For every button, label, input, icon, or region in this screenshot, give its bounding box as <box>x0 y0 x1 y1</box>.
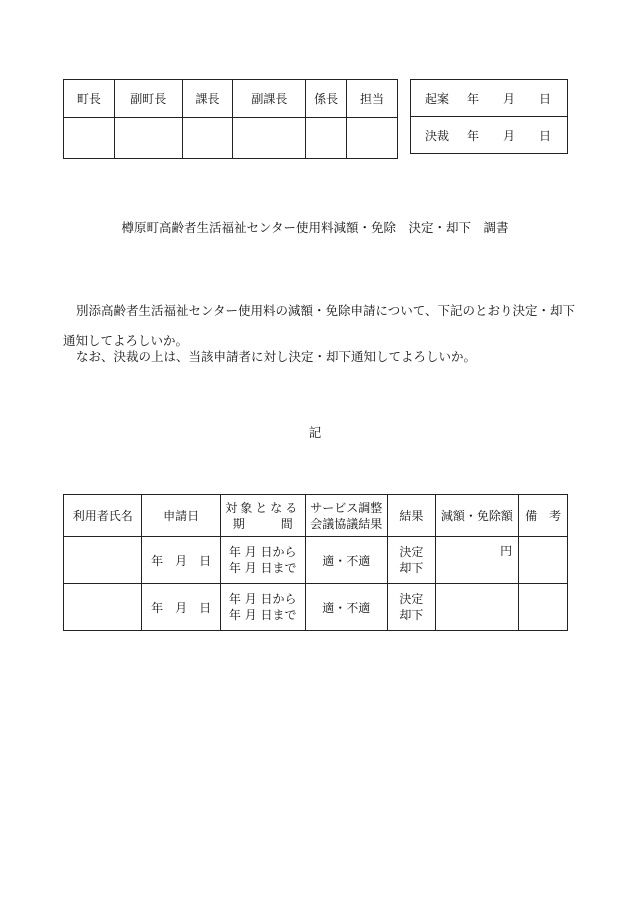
paragraph-notice: なお、決裁の上は、当該申請者に対し決定・却下通知してよろしいか。 <box>76 349 477 364</box>
period-header-line2: 期 間 <box>232 516 293 531</box>
stamp-box-deputy-mayor <box>114 118 182 159</box>
col-header-amount: 減額・免除額 <box>435 495 518 537</box>
draft-year: 年 <box>467 91 480 106</box>
col-header-date: 申請日 <box>142 495 221 537</box>
decision-month: 月 <box>503 128 516 143</box>
cell-name <box>64 537 142 584</box>
stamp-box-section-chief <box>182 118 233 159</box>
cell-amount: 円 <box>435 537 518 584</box>
paragraph-request: 別添高齢者生活福祉センター使用料の減額・免除申請について、下記のとおり決定・却下通知してよろしいか。 <box>63 303 576 348</box>
header-deputy-section-chief: 副課長 <box>233 80 306 118</box>
cell-date: 年 月 日 <box>142 537 221 584</box>
cell-amount <box>435 584 518 631</box>
draft-date-row <box>411 80 568 117</box>
stamp-box-mayor <box>64 118 115 159</box>
cell-result <box>388 584 436 631</box>
draft-month: 月 <box>503 91 516 106</box>
table-row <box>64 584 568 631</box>
period-from: 年 月 日から <box>228 592 297 606</box>
period-to: 年 月 日まで <box>228 561 297 575</box>
col-header-name: 利用者氏名 <box>64 495 142 537</box>
decision-label: 決裁 <box>425 128 450 143</box>
result-decision: 決定 <box>399 545 424 559</box>
decision-day: 日 <box>539 128 552 143</box>
cell-remarks <box>519 537 568 584</box>
period-from: 年 月 日から <box>228 545 297 559</box>
decision-date-row <box>411 117 568 154</box>
cell-service: 適・不適 <box>305 537 387 584</box>
col-header-remarks: 備 考 <box>519 495 568 537</box>
cell-remarks <box>519 584 568 631</box>
cell-date: 年 月 日 <box>142 584 221 631</box>
header-mayor: 町長 <box>64 80 115 118</box>
stamp-box-subsection-chief <box>306 118 347 159</box>
draft-day: 日 <box>539 91 552 106</box>
service-header-line2: 会議協議結果 <box>310 516 383 531</box>
header-section-chief: 課長 <box>182 80 233 118</box>
application-table <box>63 494 568 631</box>
result-rejection: 却下 <box>399 561 424 575</box>
period-header-line1: 対象となる <box>225 500 301 515</box>
result-rejection: 却下 <box>399 608 424 622</box>
draft-label: 起案 <box>425 91 450 106</box>
stamp-box-deputy-section-chief <box>233 118 306 159</box>
document-title: 樽原町高齢者生活福祉センター使用料減額・免除 決定・却下 調書 <box>121 220 509 235</box>
service-header-line1: サービス調整 <box>310 500 383 515</box>
period-to: 年 月 日まで <box>228 608 297 622</box>
col-header-result: 結果 <box>388 495 436 537</box>
ki-heading: 記 <box>308 425 322 440</box>
col-header-period <box>220 495 305 537</box>
header-deputy-mayor: 副町長 <box>114 80 182 118</box>
stamp-box-staff <box>347 118 398 159</box>
cell-period <box>220 584 305 631</box>
result-decision: 決定 <box>399 592 424 606</box>
decision-year: 年 <box>467 128 480 143</box>
cell-period <box>220 537 305 584</box>
approval-stamp-table <box>63 79 398 159</box>
header-staff: 担当 <box>347 80 398 118</box>
table-row <box>64 537 568 584</box>
date-table <box>410 79 568 154</box>
cell-service: 適・不適 <box>305 584 387 631</box>
cell-result <box>388 537 436 584</box>
header-subsection-chief: 係長 <box>306 80 347 118</box>
table-header-row <box>64 495 568 537</box>
col-header-service <box>305 495 387 537</box>
cell-name <box>64 584 142 631</box>
